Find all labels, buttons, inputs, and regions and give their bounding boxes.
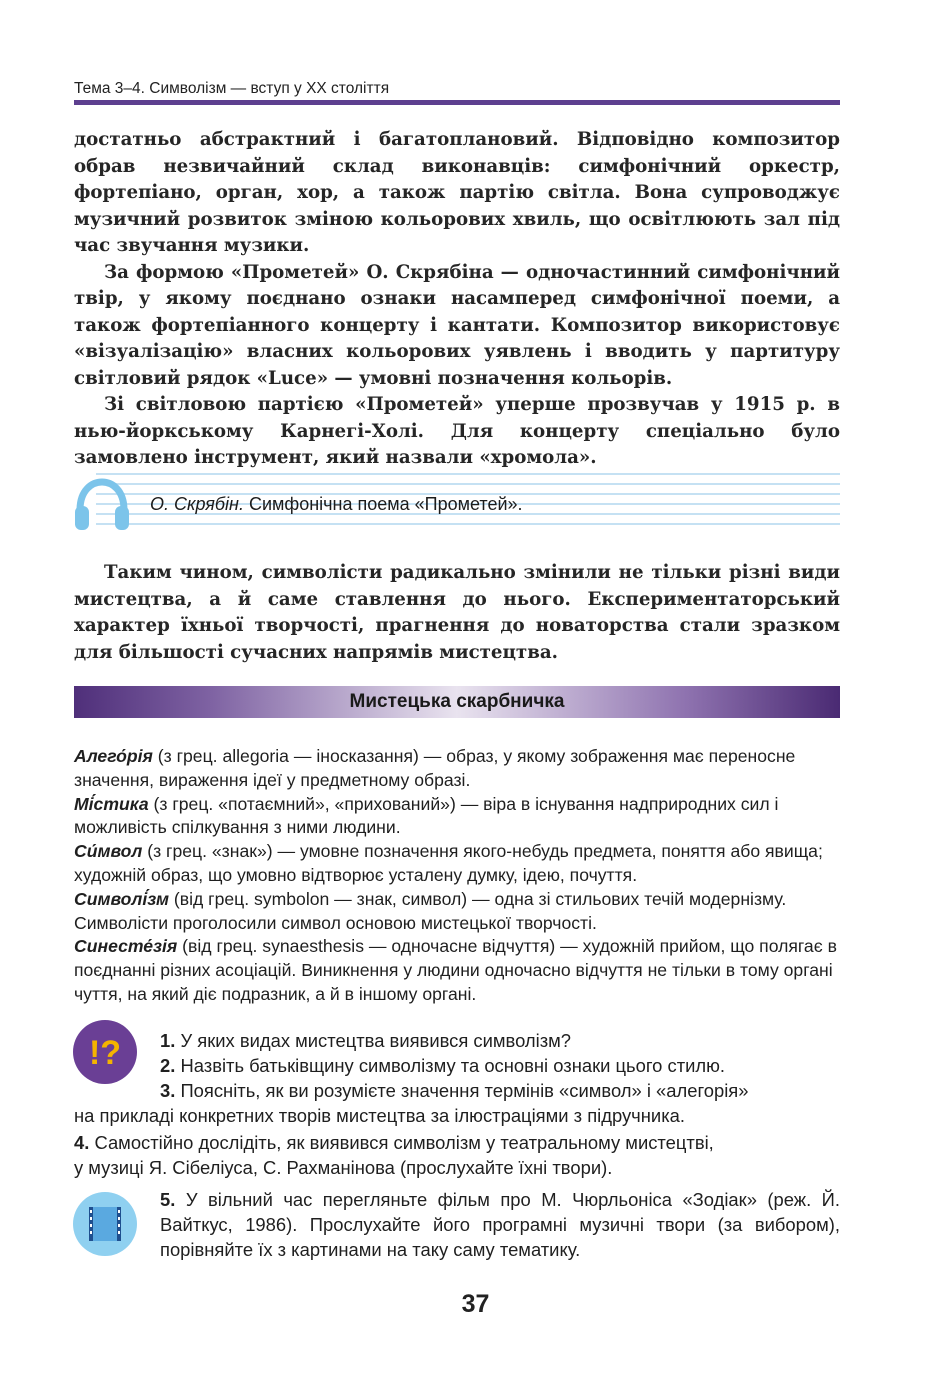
body-text-top bbox=[74, 127, 840, 472]
page-number: 37 bbox=[461, 1290, 490, 1318]
listen-caption bbox=[150, 494, 523, 515]
body-text-bottom bbox=[74, 560, 840, 666]
question-exclamation-icon bbox=[72, 1019, 138, 1085]
glossary-definition: (від грец. symbolon — знак, символ) — одна зі стильових течій модернізму. Символісти проголосили символ основою мистецької творчості. bbox=[74, 888, 787, 933]
glossary-term: Символі́зм bbox=[74, 888, 169, 909]
glossary-term: Синесте́зія bbox=[74, 936, 178, 957]
glossary-entry bbox=[74, 745, 840, 793]
glossary-definition: (з грец. «потаємний», «прихований») — віра в існування надприродних сил і можливість спілкування з ними людини. bbox=[74, 793, 779, 838]
question-4-line-1: 4. Самостійно дослідіть, як виявився символізм у театральному мистецтві, bbox=[74, 1132, 714, 1153]
paragraph-4: Таким чином, символісти радикально змінили не тільки різні види мистецтва, а й саме ставлення до нього. Експериментаторський характер їхньої творчості, прагнення до новаторства стали зразком для більшості сучасних напрямів мистецтва. bbox=[74, 562, 840, 663]
glossary-term: Мі́стика bbox=[74, 793, 149, 814]
listen-composer: О. Скрябін. bbox=[150, 494, 244, 514]
glossary-entry bbox=[74, 935, 840, 1006]
question-1: 1. У яких видах мистецтва виявився символізм? bbox=[160, 1030, 572, 1051]
question-3-line-2: на прикладі конкретних творів мистецтва за ілюстраціями з підручника. bbox=[74, 1105, 685, 1126]
glossary-entry bbox=[74, 888, 840, 936]
treasury-banner bbox=[74, 686, 840, 718]
question-3-line-1: 3. Поясніть, як ви розумієте значення термінів «символ» і «алегорія» bbox=[160, 1080, 749, 1101]
treasury-title: Мистецька скарбничка bbox=[349, 691, 565, 712]
question-5: 5. У вільний час перегляньте фільм про М. Чюрльоніса «Зодіак» (реж. Й. Вайткус, 1986). Прослухайте його програмні музичні твори (за вибором), порівняйте їх з картинами на таку саму тематику. bbox=[160, 1189, 840, 1260]
paragraph-3: Зі світловою партією «Прометей» уперше прозвучав у 1915 р. в нью-йоркському Карнегі-Холі. Для концерту спеціально було замовлено інструмент, який назвали «хромола». bbox=[74, 394, 840, 468]
film-icon bbox=[72, 1191, 138, 1257]
paragraph-2: За формою «Прометей» О. Скрябіна — одночастинний симфонічний твір, у якому поєднано ознаки насамперед симфонічної поеми, а також фортепіанного концерту і кантати. Композитор використовує «візуалізацію» власних кольорових уявлень і вводить у партитуру світловий рядок «Luce» — умовні позначення кольорів. bbox=[74, 261, 840, 389]
glossary bbox=[74, 745, 840, 1007]
headphones-icon bbox=[72, 476, 132, 532]
glossary-definition: (з грец. allegoria — іносказання) — образ, у якому зображення має переносне значення, вираження ідеї у предметному образі. bbox=[74, 746, 796, 790]
header-rule bbox=[74, 100, 840, 105]
question-4-line-2: у музиці Я. Сібеліуса, С. Рахманінова (прослухайте їхні твори). bbox=[74, 1157, 613, 1178]
question-2: 2. Назвіть батьківщину символізму та основні ознаки цього стилю. bbox=[160, 1055, 726, 1076]
glossary-definition: (з грец. «знак») — умовне позначення якого-небудь предмета, поняття або явища; художній образ, що умовно відтворює усталену думку, ідею, почуття. bbox=[74, 841, 823, 885]
glossary-term: Си́мвол bbox=[74, 841, 143, 862]
paragraph-1: достатньо абстрактний і багатоплановий. Відповідно композитор обрав незвичайний склад виконавців: симфонічний оркестр, фортепіано, орган, хор, а також партію світла. Вона супроводжує музичний розвиток зміною кольорових хвиль, що освітлюють зал під час звучання музики. bbox=[74, 129, 840, 256]
page-header-title: Тема 3–4. Символізм — вступ у ХХ століття bbox=[74, 80, 390, 97]
svg-text:!?: !? bbox=[88, 1034, 122, 1072]
glossary-definition: (від грец. synaesthesis — одночасне відчуття) — художній прийом, що полягає в поєднанні різних асоціацій. Виникнення у людини одночасно відчуття не тільки в тому органі чуття, на який діє подразник, а й в іншому органі. bbox=[74, 936, 837, 1004]
listen-work: Симфонічна поема «Прометей». bbox=[243, 494, 523, 514]
glossary-entry bbox=[74, 840, 840, 888]
glossary-entry bbox=[74, 793, 840, 841]
glossary-term: Алего́рія bbox=[74, 746, 153, 766]
